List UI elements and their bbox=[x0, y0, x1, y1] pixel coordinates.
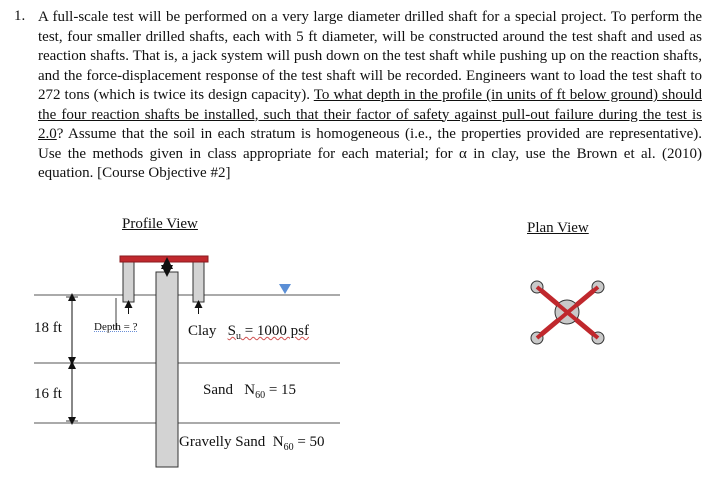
clay-name: Clay bbox=[188, 323, 217, 339]
gravel-label bbox=[179, 434, 325, 453]
sand-name: Sand bbox=[203, 382, 233, 398]
clay-su-value: = 1000 psf bbox=[240, 323, 309, 339]
sand-thickness-label: 16 ft bbox=[34, 386, 62, 402]
profile-view-title: Profile View bbox=[122, 216, 198, 232]
question-text-underlined: To what depth in the profile (in units of ft below ground) should the four reaction shafts be installed, such that their factor of safety against pull-out failure during the test is 2.0 bbox=[38, 87, 702, 142]
reaction-shaft-right bbox=[193, 262, 204, 302]
question-text-part1: A full-scale test will be performed on a very large diameter drilled shaft for a special project. To perform the test, four smaller drilled shafts, each with 5 ft diameter, will be constructed around the test shaft and used as reaction shafts. That is, a jack system will push down on the test shaft while pushing up on the reaction shafts, and the force-displacement response of the test shaft will be recorded. Engineers want to load the test shaft to 272 tons (which is twice its design capacity). bbox=[38, 9, 702, 103]
depth-label-text: Depth = ? bbox=[94, 321, 138, 333]
reaction-cap-beam bbox=[120, 256, 208, 262]
clay-su-sub: u bbox=[235, 331, 241, 342]
plan-view-title: Plan View bbox=[527, 220, 589, 236]
question-text-part2: ? Assume that the soil in each stratum is homogeneous (i.e., the properties provided are representative). Use the methods given in class appropriate for each material; for α in clay, use the Brown et al. (2010) equation. [Course Objective #2] bbox=[38, 126, 702, 181]
test-shaft bbox=[156, 272, 178, 467]
question-number: 1. bbox=[14, 8, 26, 24]
sand-n-sub: 60 bbox=[255, 390, 266, 401]
sand-n-symbol: N bbox=[244, 382, 256, 398]
gravel-n-value: = 50 bbox=[293, 434, 325, 450]
sand-n-value: = 15 bbox=[265, 382, 297, 398]
gravel-n-symbol: N bbox=[272, 434, 284, 450]
clay-su-symbol: S bbox=[227, 323, 236, 339]
gravel-name: Gravelly Sand bbox=[179, 434, 266, 450]
reaction-shaft-left bbox=[123, 262, 134, 302]
clay-label bbox=[188, 323, 309, 342]
clay-su bbox=[227, 323, 309, 342]
plan-view-diagram bbox=[531, 281, 604, 344]
clay-thickness-label: 18 ft bbox=[34, 320, 62, 336]
sand-label bbox=[203, 382, 296, 401]
gravel-n-sub: 60 bbox=[283, 442, 294, 453]
depth-label bbox=[94, 321, 137, 333]
water-table-icon bbox=[279, 284, 291, 294]
